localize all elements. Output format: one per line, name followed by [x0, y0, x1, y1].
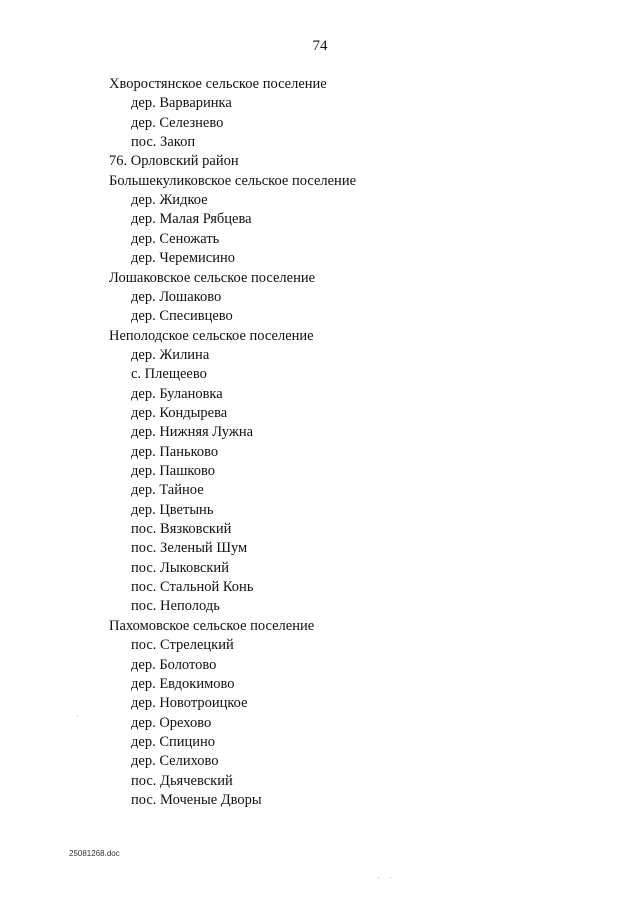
section-heading: 76. Орловский район [109, 153, 239, 170]
scan-speck [378, 877, 379, 878]
settlement-entry: дер. Кондырева [131, 404, 228, 421]
settlement-entry: дер. Новотроицкое [131, 695, 248, 712]
settlement-entry: дер. Орехово [131, 714, 212, 731]
footer-filename: 25081268.doc [69, 849, 120, 858]
settlement-entry: пос. Неполодь [131, 598, 220, 615]
settlement-entry: дер. Паньково [131, 443, 219, 460]
page-number: 74 [312, 38, 328, 54]
scan-speck [77, 716, 78, 717]
settlement-entry: дер. Жидкое [131, 192, 208, 209]
settlement-entry: дер. Черемисино [131, 250, 235, 267]
settlement-entry: пос. Закоп [131, 134, 196, 151]
settlement-entry: пос. Лыковский [131, 559, 229, 576]
settlement-entry: дер. Малая Рябцева [131, 211, 252, 228]
section-heading: Лошаковское сельское поселение [109, 269, 316, 286]
settlement-entry: пос. Зеленый Шум [131, 540, 248, 557]
scan-speck [390, 877, 391, 878]
settlement-entry: дер. Болотово [131, 656, 217, 673]
settlement-entry: с. Плещеево [131, 366, 207, 383]
settlement-entry: дер. Тайное [131, 482, 204, 499]
settlement-entry: дер. Селезнево [131, 114, 224, 131]
settlement-entry: пос. Вязковский [131, 521, 232, 538]
settlement-entry: дер. Нижняя Лужна [131, 424, 254, 441]
section-heading: Пахомовское сельское поселение [109, 617, 315, 634]
settlement-entry: дер. Сеножать [131, 230, 220, 247]
settlement-entry: пос. Стальной Конь [131, 579, 254, 596]
settlement-entry: пос. Моченые Дворы [131, 791, 262, 808]
settlement-entry: пос. Дьячевский [131, 772, 233, 789]
settlement-entry: дер. Лошаково [131, 288, 222, 305]
section-heading: Неполодское сельское поселение [109, 327, 314, 344]
settlement-entry: дер. Пашково [131, 463, 215, 479]
settlement-entry: дер. Селихово [131, 753, 219, 770]
settlement-entry: дер. Булановка [131, 385, 223, 402]
settlement-entry: дер. Спицино [131, 733, 216, 750]
settlement-entry: дер. Евдокимово [131, 675, 235, 692]
settlement-entry: дер. Цветынь [131, 501, 214, 518]
settlement-entry: дер. Спесивцево [131, 308, 233, 325]
section-heading: Хворостянское сельское поселение [109, 76, 327, 92]
section-heading: Большекуликовское сельское поселение [109, 172, 357, 189]
settlement-entry: дер. Жилина [131, 346, 210, 363]
settlement-entry: пос. Стрелецкий [131, 637, 234, 654]
settlement-entry: дер. Варваринка [131, 95, 232, 112]
